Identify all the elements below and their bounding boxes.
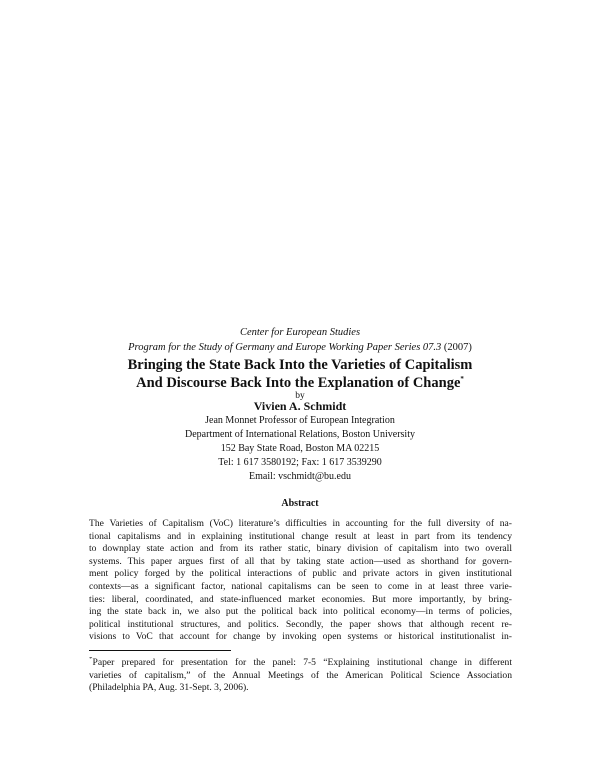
abstract-line: visions to VoC that account for change by invoking open systems or historical institutionalist in-: [89, 631, 512, 643]
author-block: [60, 399, 540, 414]
series-line: [60, 340, 540, 355]
author-position: Jean Monnet Professor of European Integration: [205, 415, 395, 426]
author-name: Vivien A. Schmidt: [253, 399, 347, 413]
abstract-line: tional capitalisms and in explaining institutional change result at least in part from its tendency: [89, 530, 512, 542]
author-email: Email: vschmidt@bu.edu: [249, 471, 351, 482]
abstract-line: systems. This paper argues first of all that by taking state action—used as shorthand for govern-: [89, 555, 512, 567]
abstract-line: ment policy forged by the political interactions of public and private actors in given institutional: [89, 568, 512, 580]
footnote-divider: [89, 650, 231, 651]
abstract-line: ties: liberal, coordinated, and state-influenced market economies. But more importantly, by bring-: [89, 593, 512, 605]
by-text: by: [295, 391, 305, 401]
author-address: 152 Bay State Road, Boston MA 02215: [220, 443, 380, 454]
footnote-mark: *: [89, 657, 93, 663]
footnote-line: [89, 657, 512, 670]
author-affiliation: [60, 414, 540, 484]
center-name: Center for European Studies: [239, 327, 361, 338]
footnote-line-1-text: Paper prepared for presentation for the panel: 7-5 “Explaining institutional change in different: [92, 657, 512, 668]
abstract-line: The Varieties of Capitalism (VoC) literature’s difficulties in accounting for the full diversity of na-: [89, 518, 512, 529]
abstract-heading: Abstract: [281, 498, 319, 509]
title-line-2-text: And Discourse Back Into the Explanation of Change: [136, 375, 461, 391]
series-year: (2007): [441, 342, 472, 353]
title-line-1: Bringing the State Back Into the Varieties of Capitalism: [127, 357, 473, 373]
footnote-line: (Philadelphia PA, Aug. 31-Sept. 3, 2006).: [89, 682, 249, 694]
footnote: [89, 657, 512, 695]
paper-title: [60, 356, 540, 392]
abstract-line: political institutional structures, and politics. Secondly, the paper shows that although recent re-: [89, 618, 512, 630]
author-phone: Tel: 1 617 3580192; Fax: 1 617 3539290: [218, 457, 382, 468]
footnote-line: varieties of capitalism,” of the Annual Meetings of the American Political Science Association: [89, 669, 512, 681]
abstract-line: ing the state back in, we also put the political back into political economy—in terms of policies,: [89, 606, 512, 618]
author-department: Department of International Relations, Boston University: [185, 429, 415, 440]
series-name: Program for the Study of Germany and Europe Working Paper Series 07.3: [128, 342, 442, 353]
abstract-line: to downplay state action and from its rather static, binary division of capitalism into two overall: [89, 543, 512, 555]
abstract-line: contexts—as a significant factor, national capitalisms can be seen to come in at least three varie-: [89, 580, 512, 592]
paper-header: [60, 325, 540, 355]
title-footnote-mark: *: [460, 375, 464, 384]
abstract-body: [89, 518, 512, 644]
